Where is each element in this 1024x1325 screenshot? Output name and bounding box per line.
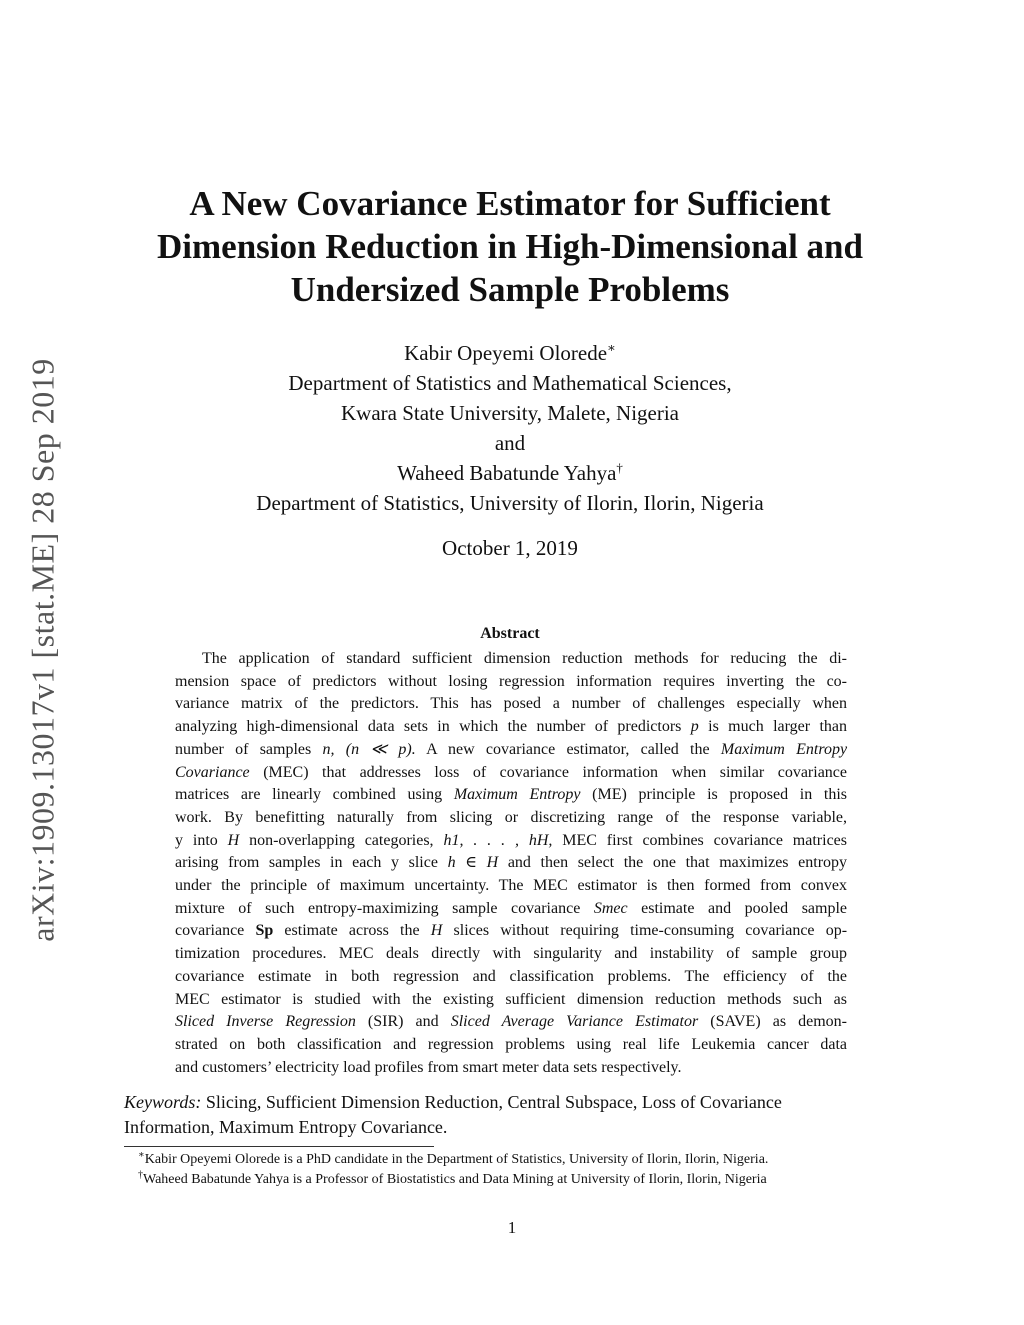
title-line: Undersized Sample Problems [290, 270, 730, 309]
abstract-heading: Abstract [480, 625, 540, 642]
abstract-text: estimate and pooled sample [641, 899, 848, 917]
abstract-line [175, 920, 847, 943]
abstract-line [175, 830, 847, 853]
keywords-line [124, 1090, 859, 1115]
keywords-label: Keywords: [124, 1092, 202, 1112]
abstract-text: (SAVE) as demon- [710, 1013, 847, 1031]
abstract-text: (ME) principle is proposed in this [592, 786, 848, 804]
abstract-line [175, 739, 847, 762]
abstract-text: MEC first combines covariance matrices [562, 831, 847, 849]
footnote-mark: † [138, 1169, 143, 1181]
abstract-line: under the principle of maximum uncertainty. The MEC estimator is then formed from convex [175, 877, 847, 895]
author-2-affiliation: Department of Statistics, University of Ilorin, Ilorin, Nigeria [256, 491, 764, 515]
abstract-line: work. By benefitting naturally from slicing or discretizing range of the response variable, [175, 808, 847, 826]
emphasis-term: Maximum Entropy [720, 740, 848, 758]
abstract-text: (SIR) and [367, 1013, 439, 1031]
author-block [120, 338, 900, 518]
math-h-in-H: h ∈ H [447, 854, 499, 872]
footnote-text: Kabir Opeyemi Olorede is a PhD candidate in the Department of Statistics, University of Ilorin, Ilorin, Nigeria. [144, 1152, 769, 1167]
abstract-line: and customers’ electricity load profiles from smart meter data sets respectively. [175, 1058, 682, 1076]
abstract-text: slices without requiring time-consuming covariance op- [453, 922, 848, 940]
emphasis-term: Maximum Entropy [453, 786, 581, 804]
footnote-2 [138, 1170, 908, 1190]
abstract-line [175, 852, 847, 875]
abstract-line [175, 898, 847, 921]
abstract-line: covariance estimate in both regression and classification problems. The efficiency of the [175, 967, 847, 985]
math-H: H [430, 922, 443, 940]
author-1-affiliation: Kwara State University, Malete, Nigeria [340, 401, 680, 425]
math-slice-list: h1, . . . , hH, [443, 831, 553, 849]
abstract-line: timization procedures. MEC deals directly with singularity and instability of sample group [175, 945, 847, 963]
paper-title [120, 182, 900, 311]
title-line: A New Covariance Estimator for Sufficient [189, 184, 831, 223]
abstract-text: estimate across the [284, 922, 420, 940]
abstract-text: (MEC) that addresses loss of covariance information when similar covariance [263, 763, 847, 781]
author-conjunction: and [494, 431, 526, 455]
author-1 [120, 338, 900, 368]
abstract-text: number of samples [175, 740, 312, 758]
abstract-text: analyzing high-dimensional data sets in which the number of predictors [175, 718, 682, 736]
abstract-text: y into [175, 831, 218, 849]
math-H: H [227, 831, 240, 849]
footnotes [138, 1150, 908, 1190]
paper-date: October 1, 2019 [442, 536, 578, 560]
page-number: 1 [507, 1218, 517, 1237]
footnote-text: Waheed Babatunde Yahya is a Professor of Biostatistics and Data Mining at University of Ilorin, Ilorin, Nigeria [143, 1172, 767, 1187]
abstract-line: variance matrix of the predictors. This has posed a number of challenges especially when [175, 695, 847, 713]
emphasis-term: Sliced Inverse Regression [175, 1013, 356, 1031]
abstract-line [175, 762, 847, 785]
abstract-text: non-overlapping categories, [249, 831, 434, 849]
keywords-block [124, 1090, 859, 1140]
abstract-line: mension space of predictors without losing regression information requires inverting the co- [175, 672, 847, 690]
author-1-footnote-mark: ∗ [607, 340, 616, 355]
abstract-body [175, 648, 847, 1079]
footnote-1 [138, 1150, 908, 1170]
abstract-line: strated on both classification and regression problems using real life Leukemia cancer data [175, 1035, 847, 1053]
abstract-text: is much larger than [708, 718, 848, 736]
abstract-text: matrices are linearly combined using [175, 786, 443, 804]
author-2-footnote-mark: † [616, 460, 623, 475]
math-n-condition: n, (n ≪ p). [322, 740, 416, 758]
math-S-mec: Smec [593, 899, 628, 917]
emphasis-term: Covariance [175, 763, 250, 781]
author-1-name: Kabir Opeyemi Olorede [404, 341, 608, 365]
arxiv-identifier-stamp: arXiv:1909.13017v1 [stat.ME] 28 Sep 2019 [24, 358, 61, 942]
abstract-line [175, 784, 847, 807]
abstract-line: The application of standard sufficient dimension reduction methods for reducing the di- [202, 650, 847, 667]
emphasis-term: Sliced Average Variance Estimator [450, 1013, 699, 1031]
abstract-text: covariance [175, 922, 245, 940]
abstract-text: mixture of such entropy-maximizing sample covariance [175, 899, 581, 917]
math-p: p [690, 718, 699, 736]
abstract-line: MEC estimator is studied with the existing sufficient dimension reduction methods such as [175, 990, 847, 1008]
abstract-line [175, 716, 847, 739]
abstract-text: arising from samples in each y slice [175, 854, 438, 872]
abstract-text: A new covariance estimator, called the [426, 740, 710, 758]
footnote-divider [124, 1146, 434, 1147]
abstract-line [175, 1011, 847, 1034]
abstract-text: and then select the one that maximizes entropy [507, 854, 848, 872]
footnote-mark: ∗ [138, 1149, 145, 1161]
keywords-text: Slicing, Sufficient Dimension Reduction, Central Subspace, Loss of Covariance [205, 1092, 782, 1112]
author-1-affiliation: Department of Statistics and Mathematical Sciences, [288, 371, 732, 395]
math-S-p: Sp [255, 922, 274, 940]
title-line: Dimension Reduction in High-Dimensional and [157, 227, 863, 266]
author-2 [120, 458, 900, 488]
keywords-line: Information, Maximum Entropy Covariance. [124, 1117, 448, 1137]
author-2-name: Waheed Babatunde Yahya [397, 461, 617, 485]
